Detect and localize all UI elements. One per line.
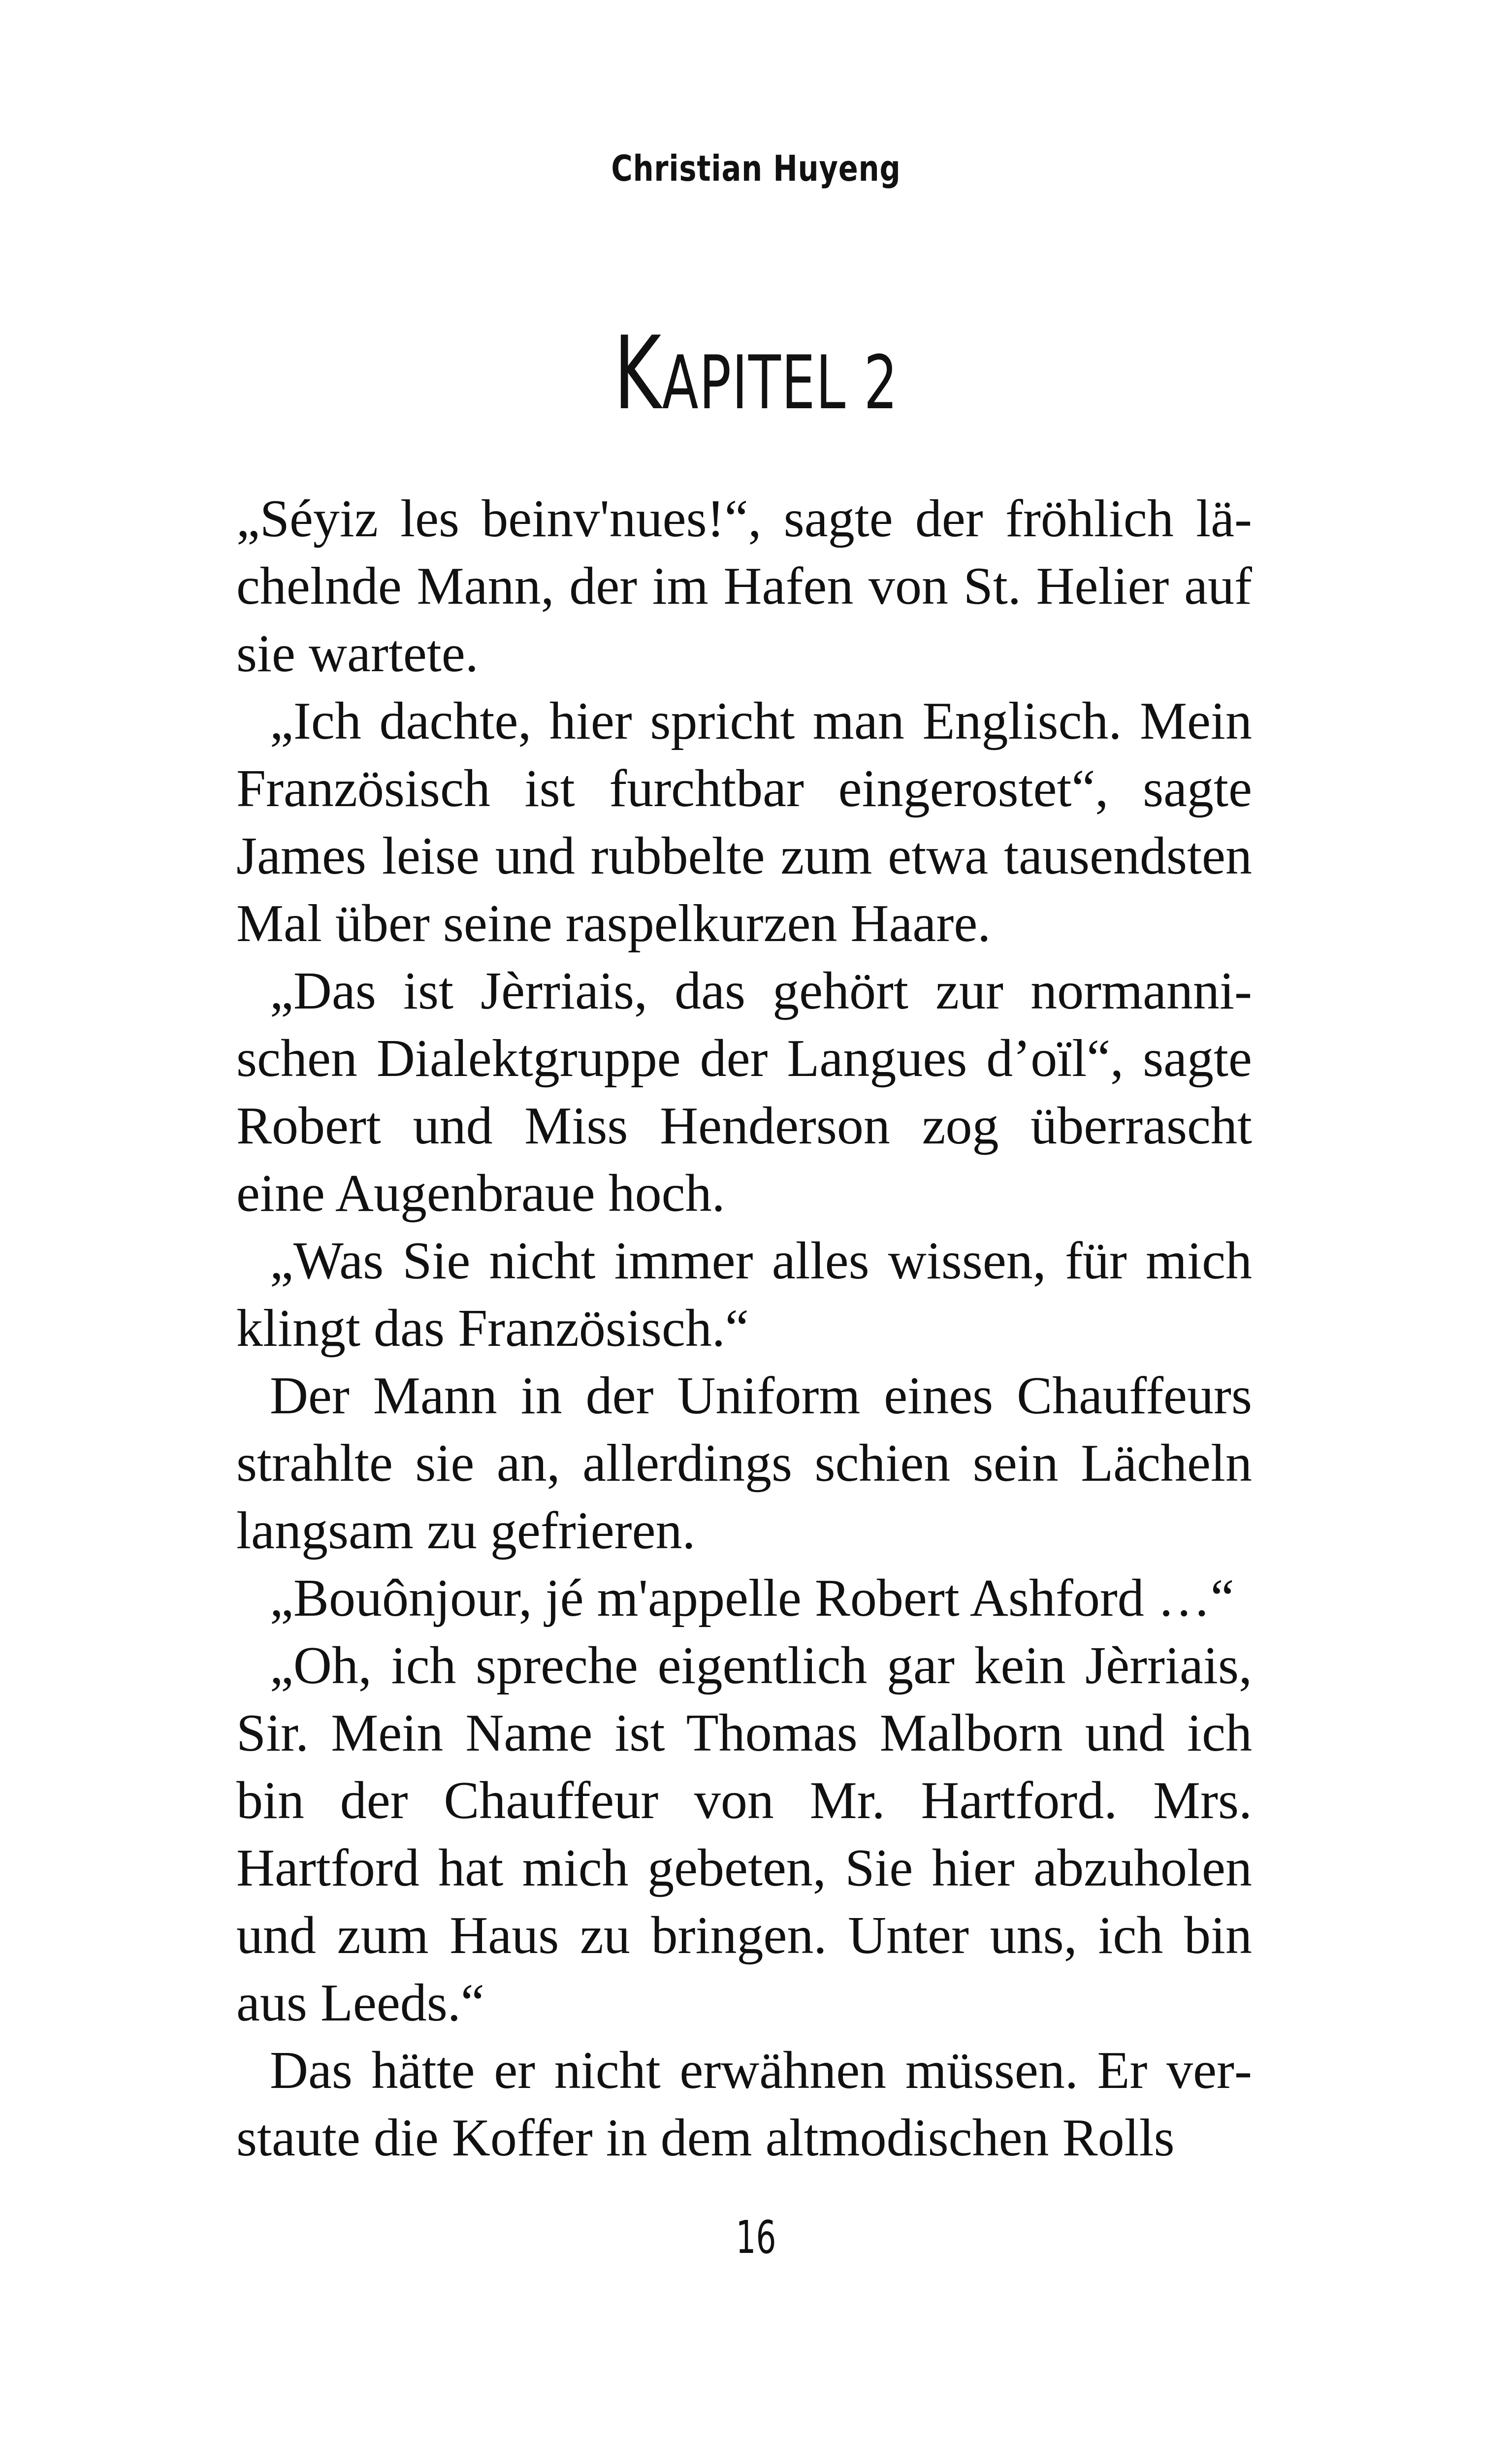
chapter-title-rest: APITEL 2 (662, 340, 899, 426)
paragraph: „Oh, ich spreche eigentlich gar kein Jèrriais, Sir. Mein Name ist Thomas Malborn und ich bin der Chauffeur von Mr. Hartford. Mrs. Hartford hat mich gebeten, Sie hier abzuholen und zum Haus zu bringen. Unter uns, ich bin aus Leeds.“ (236, 1636, 1252, 2032)
page-number: 16 (736, 2211, 776, 2264)
chapter-title-initial: K (613, 315, 662, 432)
paragraph: Der Mann in der Uniform eines Chauffeurs strahlte sie an, allerdings schien sein Lächeln langsam zu gefrieren. (236, 1367, 1252, 1560)
paragraph: „Ich dachte, hier spricht man Englisch. Mein Französisch ist furchtbar eingerostet“, sagte James leise und rubbelte zum etwa tausendsten Mal über seine raspelkurzen Haare. (236, 692, 1252, 953)
body-text (236, 485, 1252, 2172)
paragraph: „Was Sie nicht immer alles wissen, für mich klingt das Französisch.“ (236, 1232, 1252, 1358)
paragraph: „Séyiz les beinv'nues!“, sagte der fröhlich lächelnde Mann, der im Hafen von St. Helier auf sie wartete. (236, 489, 1252, 683)
running-header-author: Christian Huyeng (611, 148, 901, 189)
chapter-title (212, 315, 1300, 432)
paragraph: „Bouônjour, jé m'appelle Robert Ashford …“ (270, 1569, 1234, 1628)
paragraph: „Das ist Jèrriais, das gehört zur normannischen Dialektgruppe der Langues d’oïl“, sagte Robert und Miss Henderson zog überrascht eine Augenbraue hoch. (236, 962, 1252, 1223)
paragraph: Das hätte er nicht erwähnen müssen. Er verstaute die Koffer in dem altmodischen Rolls (236, 2041, 1252, 2167)
